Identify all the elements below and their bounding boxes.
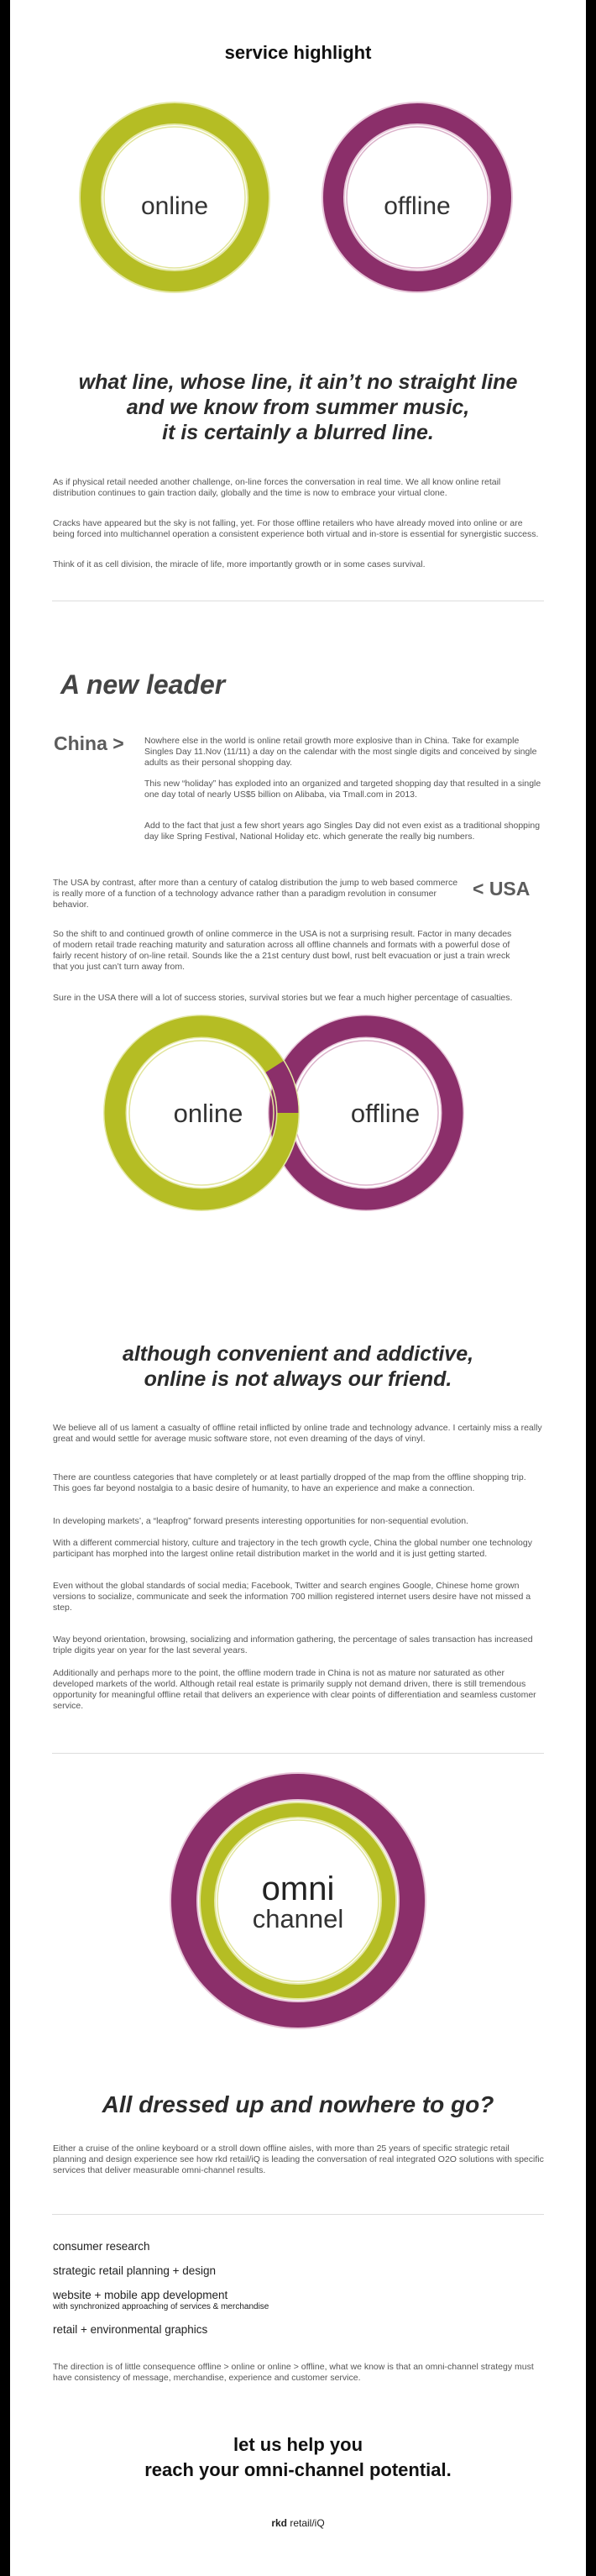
footer-brand (10, 2517, 586, 2529)
offline-label: offline (384, 192, 451, 220)
paragraph: We believe all of us lament a casualty of offline retail inflicted by online trade and technology advance. I certainly miss a really great and would settle for average music software store, not even dreaming of the days of vinyl. (53, 1423, 542, 1444)
headline-not-our-friend (35, 1341, 561, 1392)
service-web-mobile-note: with synchronized approaching of services & merchandise (53, 2302, 269, 2311)
page-title: service highlight (224, 42, 372, 63)
paragraph: This new “holiday” has exploded into an organized and targeted shopping day that resulted in a single one day total of nearly US$5 billion on Alibaba, via Tmall.com in 2013. (144, 779, 541, 800)
headline-blurred-line (35, 370, 561, 445)
service-consumer-research: consumer research (53, 2240, 150, 2253)
paragraph: Even without the global standards of social media; Facebook, Twitter and search engines Google, Chinese home grown versions to socialize, communicate and seek the information 700 million registered internet users desire have not missed a step. (53, 1581, 531, 1613)
cta-line: let us help you (233, 2434, 363, 2455)
paragraph: Way beyond orientation, browsing, socializing and information gathering, the percentage of sales transaction has increased triple digits year on year for the last several years. (53, 1634, 533, 1655)
paragraph: So the shift to and continued growth of online commerce in the USA is not a surprising result. Factor in many decades of modern retail trade reaching maturity and saturation across all offline channels and formats with a powerful dose of fairly recent history of on-line retail. Sounds like the a 21st century dust bowl, rust belt evacuation or just a train wreck that you just can’t turn away from. (53, 929, 512, 972)
service-graphics: retail + environmental graphics (53, 2323, 208, 2336)
section-heading-new-leader: A new leader (60, 669, 226, 700)
offline-label: offline (350, 1099, 421, 1128)
paragraph: The USA by contrast, after more than a century of catalog distribution the jump to web based commerce is really more of a function of a technology advance rather than a paradigm revolution in consumer behavior. (53, 878, 458, 910)
china-label: China > (54, 732, 124, 754)
paragraph: Add to the fact that just a few short years ago Singles Day did not even exist as a traditional shopping day like Spring Festival, National Holiday etc. which generate the really big numbers. (144, 821, 541, 842)
headline-line: what line, whose line, it ain’t no straight line (78, 370, 518, 394)
paragraph: Nowhere else in the world is online retail growth more explosive than in China. Take for example Singles Day 11.Nov (11/11) a day on the calendar with the most single digits and conceived by single adults as their personal shopping day. (144, 736, 537, 768)
divider (52, 1753, 544, 1754)
paragraph: Either a cruise of the online keyboard or a stroll down offline aisles, with more than 25 years of specific strategic retail planning and design experience see how rkd retail/iQ is leading the conversation of real integrated O2O solutions with specific services that deliver measurable omni-channel results. (53, 2143, 544, 2175)
service-web-mobile: website + mobile app development (53, 2289, 228, 2301)
page (10, 0, 586, 2576)
headline-line: although convenient and addictive, (122, 1342, 474, 1366)
brand-name: rkd (271, 2517, 287, 2529)
paragraph: Cracks have appeared but the sky is not falling, yet. For those offline retailers who have already moved into online or are being forced into multichannel operation a consistent experience both virtual and in-store is essential for synergistic success. (53, 518, 539, 539)
paragraph: Sure in the USA there will a lot of success stories, survival stories but we fear a much higher percentage of casualties. (53, 993, 513, 1003)
paragraph: There are countless categories that have completely or at least partially dropped of the map from the offline shopping trip. This goes far beyond nostalgia to a basic desire of humanity, to have an experience and make a connection. (53, 1472, 526, 1493)
omni-label: omni (261, 1870, 335, 1907)
online-label: online (140, 192, 209, 220)
usa-label: < USA (473, 878, 531, 900)
paragraph: Think of it as cell division, the miracle of life, more importantly growth or in some cases survival. (53, 559, 426, 569)
paragraph: As if physical retail needed another challenge, on-line forces the conversation in real time. We all know online retail distribution continues to gain traction daily, globally and the time is now to embrace your virtual clone. (53, 477, 501, 498)
headline-line: it is certainly a blurred line. (162, 421, 434, 444)
headline-line: and we know from summer music, (126, 396, 470, 419)
online-offline-circles (10, 99, 586, 301)
paragraph: The direction is of little consequence offline > online or online > offline, what we know is that an omni-channel strategy must have consistency of message, merchandise, experience and customer service. (53, 2362, 534, 2383)
cta-line: reach your omni-channel potential. (144, 2459, 452, 2480)
paragraph: In developing markets’, a “leapfrog” forward presents interesting opportunities for non-sequential evolution. (53, 1516, 468, 1526)
paragraph: Additionally and perhaps more to the point, the offline modern trade in China is not as mature nor saturated as other developed markets of the world. Although retail real estate is primarily supply not demand driven, there is still tremendous opportunity for meaningful offline retail that delivers an experience with clear points of differentiation and seamless customer service. (53, 1668, 536, 1711)
overlapping-circles (10, 1008, 586, 1218)
channel-label: channel (252, 1904, 344, 1933)
brand-suffix: retail/iQ (287, 2517, 325, 2529)
divider (52, 2214, 544, 2215)
paragraph: With a different commercial history, culture and trajectory in the tech growth cycle, China the global number one technology participant has morphed into the largest online retail distribution market in the world and it is just getting started. (53, 1538, 532, 1559)
headline-dressed-up: All dressed up and nowhere to go? (102, 2091, 494, 2117)
call-to-action (10, 2432, 586, 2483)
service-strategic-planning: strategic retail planning + design (53, 2264, 216, 2277)
omni-channel-circles (10, 1760, 586, 2037)
online-label: online (173, 1099, 243, 1128)
headline-line: online is not always our friend. (144, 1367, 452, 1391)
